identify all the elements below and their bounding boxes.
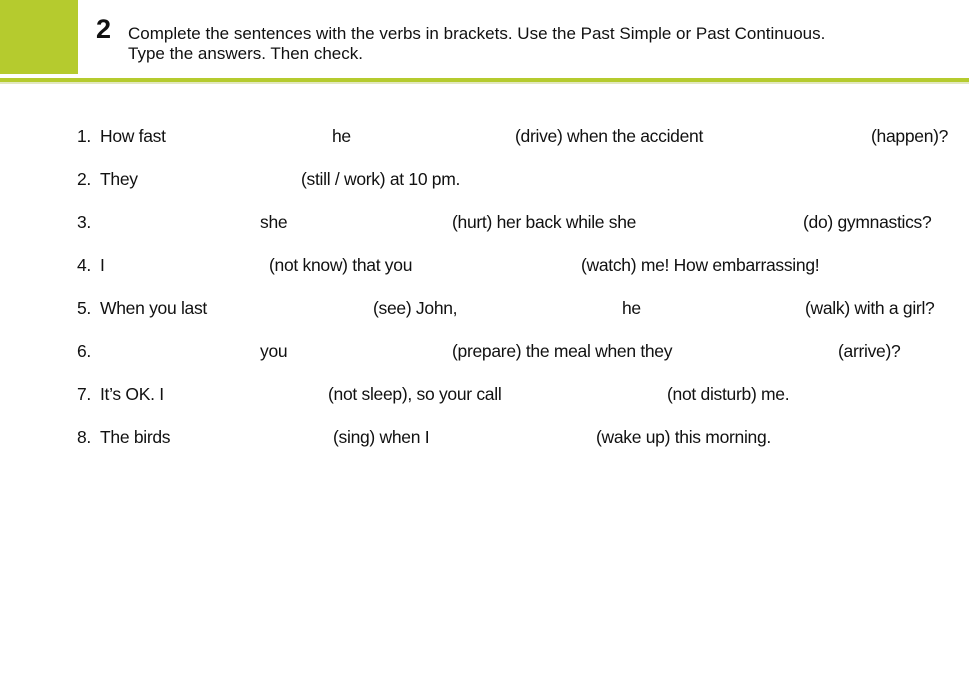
sentence-text: (not sleep), so your call — [328, 384, 502, 404]
item-number: 3. — [77, 212, 91, 232]
instruction-line-1: Complete the sentences with the verbs in brackets. Use the Past Simple or Past Continuous. — [128, 24, 826, 43]
sentence-text: (do) gymnastics? — [803, 212, 932, 232]
sentence-row-4 — [0, 250, 969, 280]
sentence-text: (walk) with a girl? — [805, 298, 935, 318]
item-number: 7. — [77, 384, 91, 404]
sentence-text: (arrive)? — [838, 341, 901, 361]
instruction-line-2: Type the answers. Then check. — [128, 44, 363, 63]
sentence-text: (watch) me! How embarrassing! — [581, 255, 820, 275]
sentence-text: (still / work) at 10 pm. — [301, 169, 461, 189]
sentence-text: When you last — [100, 298, 207, 318]
sentence-text: (happen)? — [871, 126, 949, 146]
sentence-row-5 — [0, 293, 969, 323]
answer-blank[interactable] — [292, 338, 447, 364]
item-number: 1. — [77, 126, 91, 146]
sentence-row-7 — [0, 379, 969, 409]
answer-blank[interactable] — [644, 295, 799, 321]
item-number: 8. — [77, 427, 91, 447]
answer-blank[interactable] — [172, 123, 327, 149]
sentence-row-2 — [0, 164, 969, 194]
answer-blank[interactable] — [110, 252, 264, 278]
item-number: 2. — [77, 169, 91, 189]
answer-blank[interactable] — [712, 123, 866, 149]
answer-blank[interactable] — [354, 123, 510, 149]
answer-blank[interactable] — [507, 381, 662, 407]
answer-blank[interactable] — [678, 338, 833, 364]
item-number: 6. — [77, 341, 91, 361]
item-number: 5. — [77, 298, 91, 318]
exercise-instructions — [128, 24, 825, 64]
sentence-text: (drive) when the accident — [515, 126, 704, 146]
answer-blank[interactable] — [142, 166, 296, 192]
exercise-header — [0, 0, 969, 84]
sentence-text: she — [260, 212, 288, 232]
exercise-number: 2 — [96, 14, 112, 44]
answer-blank[interactable] — [100, 209, 255, 235]
sentence-text: (prepare) the meal when they — [452, 341, 673, 361]
sentence-text: It’s OK. I — [100, 384, 164, 404]
sentence-text: (wake up) this morning. — [596, 427, 771, 447]
header-divider-shadow — [0, 82, 969, 84]
answer-blank[interactable] — [168, 381, 323, 407]
item-number: 4. — [77, 255, 91, 275]
answer-blank[interactable] — [173, 424, 328, 450]
sentence-row-3 — [0, 207, 969, 237]
answer-blank[interactable] — [213, 295, 368, 321]
answer-blank[interactable] — [292, 209, 447, 235]
sentence-text: (see) John, — [373, 298, 458, 318]
header-accent-block — [0, 0, 78, 74]
answer-blank[interactable] — [421, 252, 576, 278]
sentence-text: (hurt) her back while she — [452, 212, 637, 232]
answer-blank[interactable] — [643, 209, 798, 235]
sentence-text: he — [332, 126, 351, 146]
sentence-text: (not know) that you — [269, 255, 413, 275]
sentence-text: I — [100, 255, 105, 275]
answer-blank[interactable] — [462, 295, 616, 321]
answer-blank[interactable] — [436, 424, 591, 450]
sentence-text: you — [260, 341, 288, 361]
sentence-row-1 — [0, 121, 969, 151]
sentence-row-6 — [0, 336, 969, 366]
sentence-text: How fast — [100, 126, 166, 146]
answer-blank[interactable] — [100, 338, 255, 364]
sentence-text: (sing) when I — [333, 427, 430, 447]
sentence-text: he — [622, 298, 641, 318]
sentence-row-8 — [0, 422, 969, 452]
sentence-text: The birds — [100, 427, 171, 447]
sentence-text: They — [100, 169, 138, 189]
sentence-text: (not disturb) me. — [667, 384, 790, 404]
